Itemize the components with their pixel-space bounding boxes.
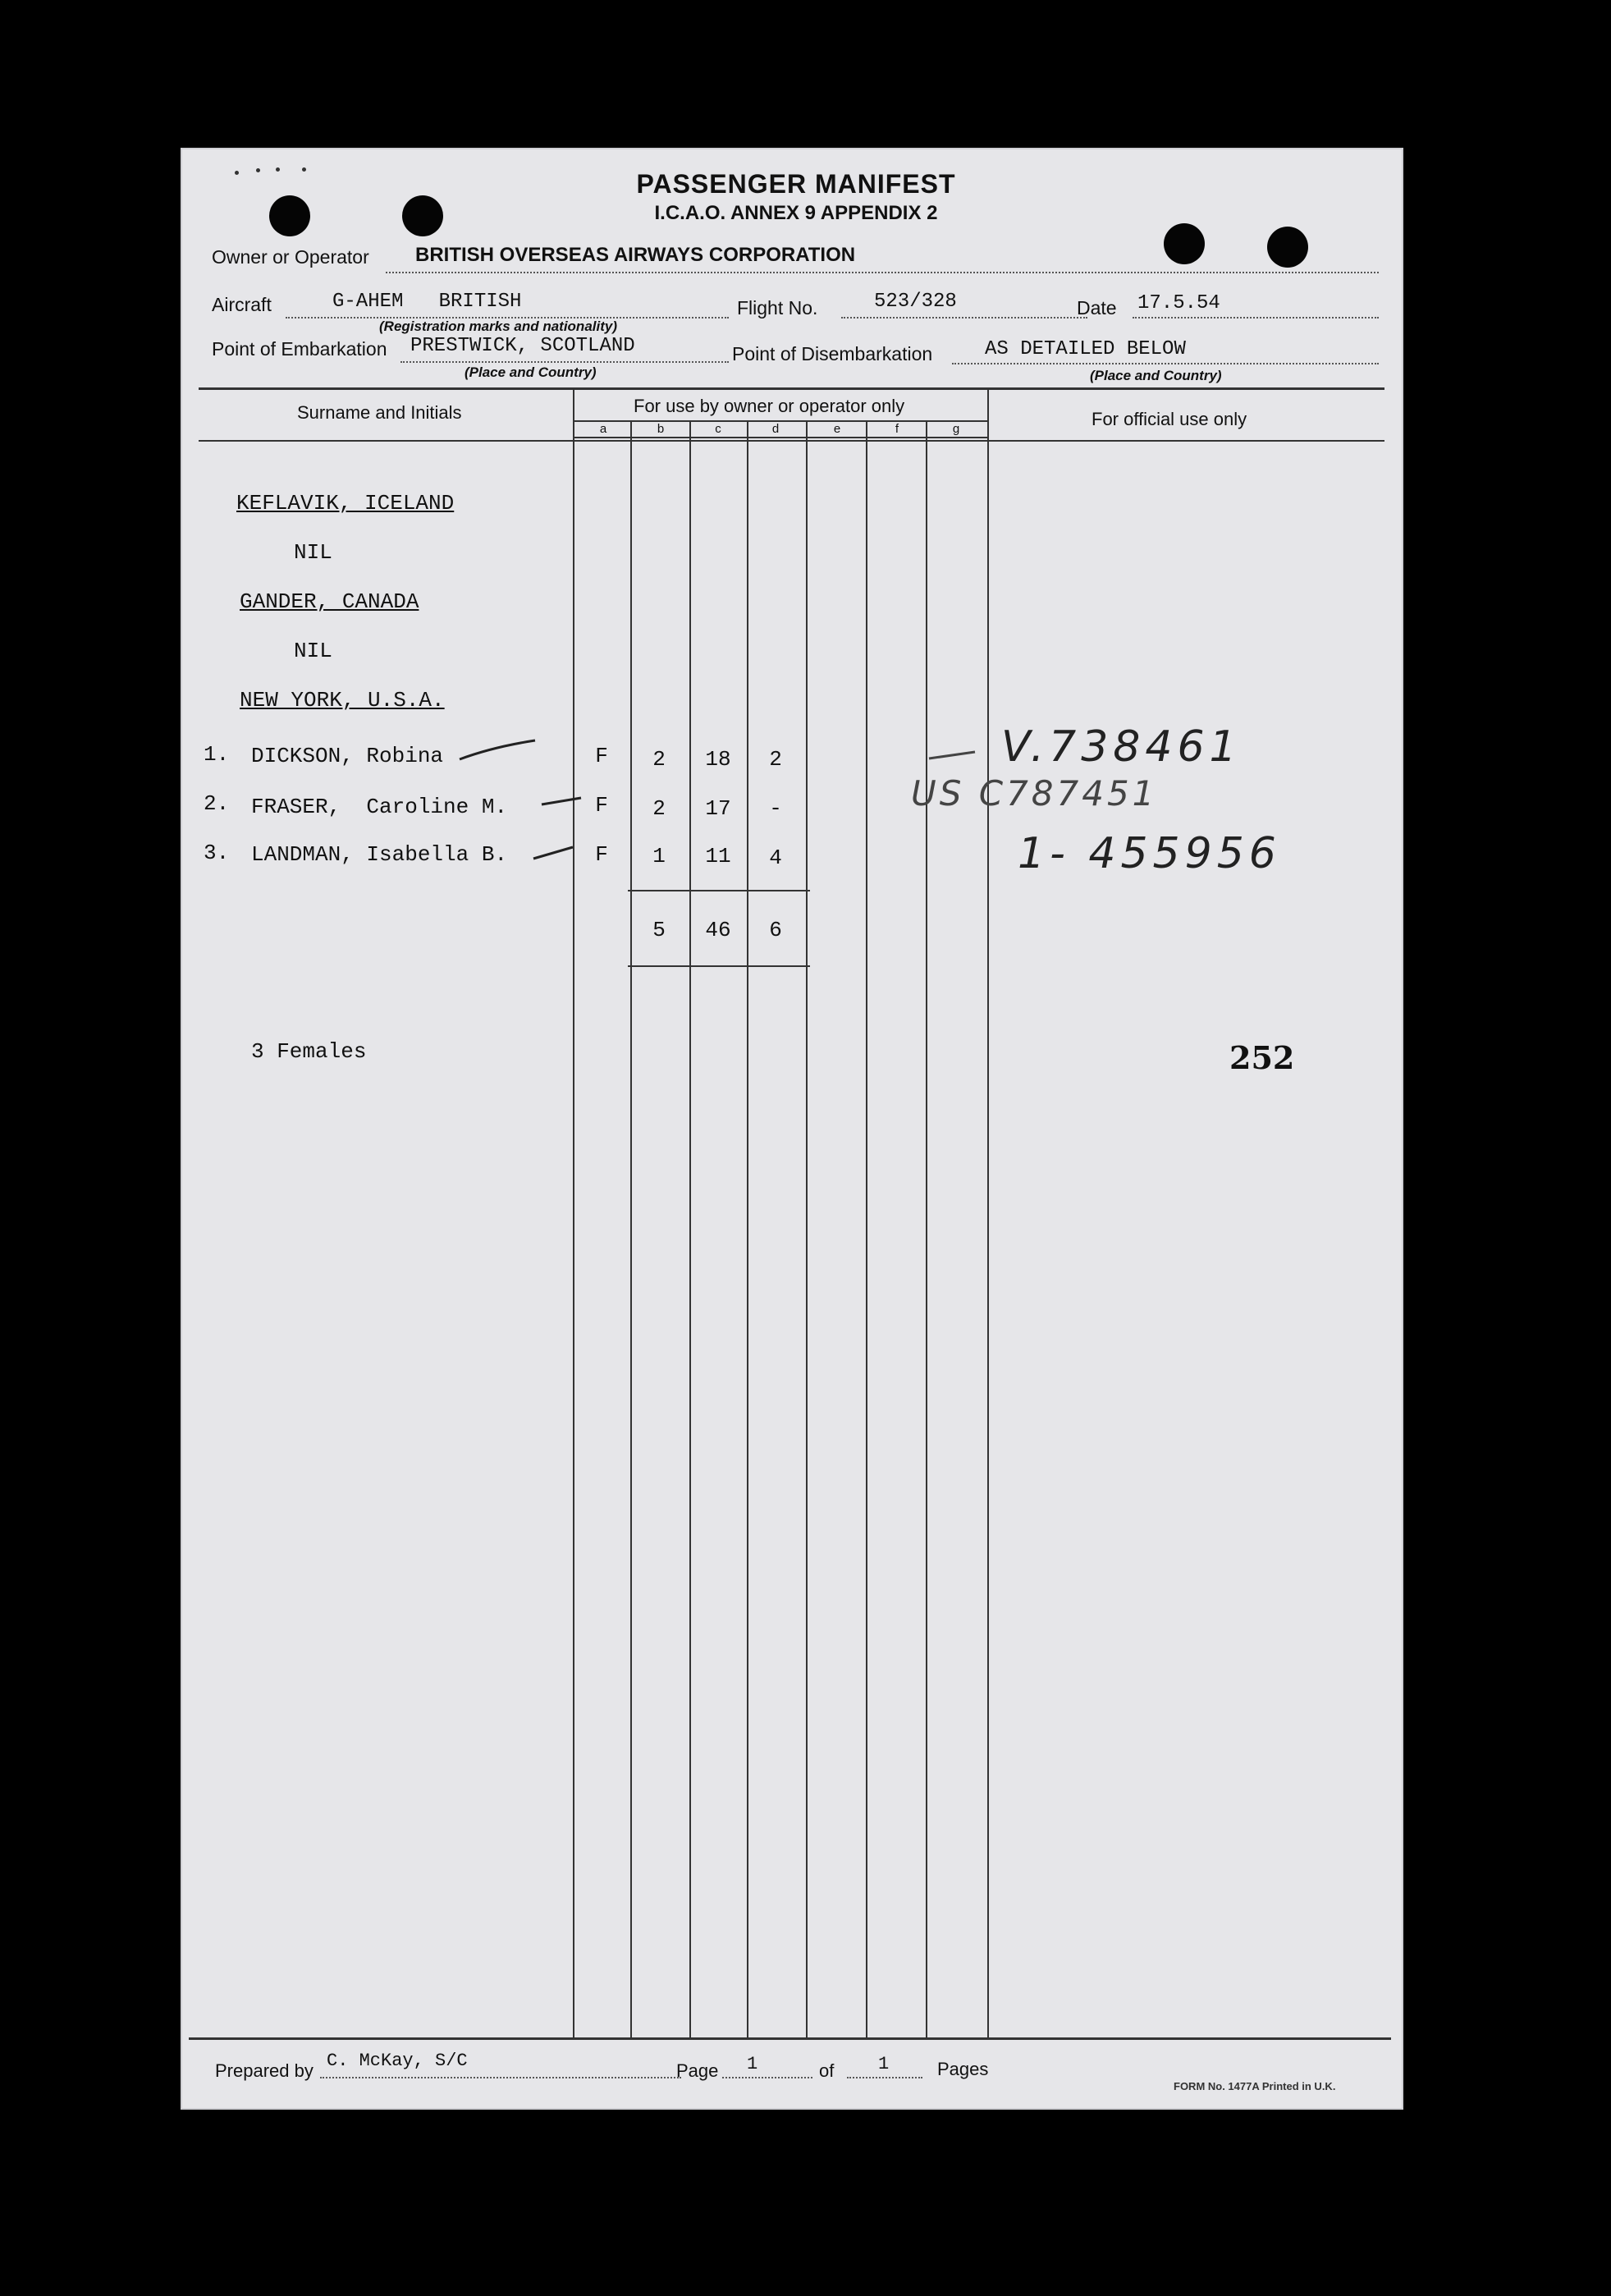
total-col-b: 5 <box>652 918 666 942</box>
pen-tick <box>460 740 535 759</box>
section-note: NIL <box>294 639 332 663</box>
section-heading: GANDER, CANADA <box>240 589 419 614</box>
col-operator-header: For use by owner or operator only <box>634 396 905 416</box>
of-value: 1 <box>878 2054 890 2074</box>
passenger-col-c: 18 <box>705 747 731 772</box>
section-heading: KEFLAVIK, ICELAND <box>236 491 455 516</box>
document-title: PASSENGER MANIFEST <box>636 169 956 199</box>
pages-label: Pages <box>937 2059 989 2079</box>
totals-rule <box>628 890 810 891</box>
document-subtitle: I.C.A.O. ANNEX 9 APPENDIX 2 <box>654 202 938 224</box>
col-letter-f: f <box>895 422 899 436</box>
disembarkation-label: Point of Disembarkation <box>732 343 933 364</box>
page-value: 1 <box>747 2054 758 2074</box>
passenger-official-note: 1- 455956 <box>1018 829 1281 878</box>
aircraft-value: G-AHEM BRITISH <box>332 291 522 313</box>
passenger-col-d: 4 <box>769 846 782 870</box>
passenger-col-a: F <box>595 842 608 867</box>
embarkation-label: Point of Embarkation <box>212 338 387 360</box>
passenger-official-note: US C787451 <box>911 773 1158 813</box>
col-name-header: Surname and Initials <box>297 402 462 423</box>
col-letter-g: g <box>952 422 960 436</box>
col-letter-c: c <box>715 422 721 436</box>
of-dotline <box>847 2077 922 2078</box>
passenger-name: FRASER, Caroline M. <box>251 795 508 819</box>
owner-value: BRITISH OVERSEAS AIRWAYS CORPORATION <box>415 244 856 266</box>
passenger-col-b: 1 <box>652 844 666 868</box>
total-col-d: 6 <box>769 918 782 942</box>
date-value: 17.5.54 <box>1137 292 1220 314</box>
passenger-index: 1. <box>204 742 230 767</box>
section-heading: NEW YORK, U.S.A. <box>240 688 445 713</box>
passenger-col-c: 17 <box>705 796 731 821</box>
totals-bottom-rule <box>628 965 810 967</box>
pen-tick <box>533 847 573 859</box>
col-letter-d: d <box>771 422 780 436</box>
stamp-number: 252 <box>1229 1039 1295 1076</box>
passenger-col-d: 2 <box>769 747 782 772</box>
passenger-official-note: V.738461 <box>1001 722 1242 772</box>
summary-text: 3 Females <box>251 1039 367 1064</box>
col-letter-e: e <box>833 422 841 436</box>
date-label: Date <box>1077 297 1117 319</box>
passenger-name: DICKSON, Robina <box>251 744 444 768</box>
disembarkation-value: AS DETAILED BELOW <box>985 338 1186 360</box>
prepared-label: Prepared by <box>215 2060 314 2081</box>
pen-tick <box>542 798 581 804</box>
passenger-col-a: F <box>595 744 608 768</box>
passenger-col-c: 11 <box>705 844 731 868</box>
embarkation-caption: (Place and Country) <box>465 364 597 380</box>
aircraft-label: Aircraft <box>212 294 272 315</box>
aircraft-caption: (Registration marks and nationality) <box>379 319 617 334</box>
col-letter-b: b <box>657 422 665 436</box>
form-code: FORM No. 1477A Printed in U.K. <box>1174 2080 1336 2092</box>
pen-ticks <box>181 148 1403 969</box>
section-note: NIL <box>294 540 332 565</box>
flight-label: Flight No. <box>737 297 818 319</box>
of-label: of <box>819 2060 835 2081</box>
pen-strike <box>929 752 975 758</box>
passenger-col-b: 2 <box>652 747 666 772</box>
manifest-page <box>181 148 1403 2110</box>
flight-value: 523/328 <box>874 291 957 313</box>
disembarkation-caption: (Place and Country) <box>1090 368 1222 383</box>
passenger-index: 3. <box>204 841 230 865</box>
footer-rule <box>189 2037 1391 2040</box>
total-col-c: 46 <box>705 918 731 942</box>
page-dotline <box>722 2077 812 2078</box>
passenger-col-a: F <box>595 793 608 818</box>
passenger-col-b: 2 <box>652 796 666 821</box>
prepared-value: C. McKay, S/C <box>327 2051 468 2071</box>
passenger-name: LANDMAN, Isabella B. <box>251 842 508 867</box>
embarkation-value: PRESTWICK, SCOTLAND <box>410 335 635 357</box>
page-label: Page <box>676 2060 719 2081</box>
owner-label: Owner or Operator <box>212 246 369 268</box>
prepared-dotline <box>320 2077 681 2078</box>
passenger-col-d: - <box>769 796 782 821</box>
passenger-index: 2. <box>204 791 230 816</box>
col-letter-a: a <box>599 422 607 436</box>
col-official-header: For official use only <box>1092 409 1247 429</box>
